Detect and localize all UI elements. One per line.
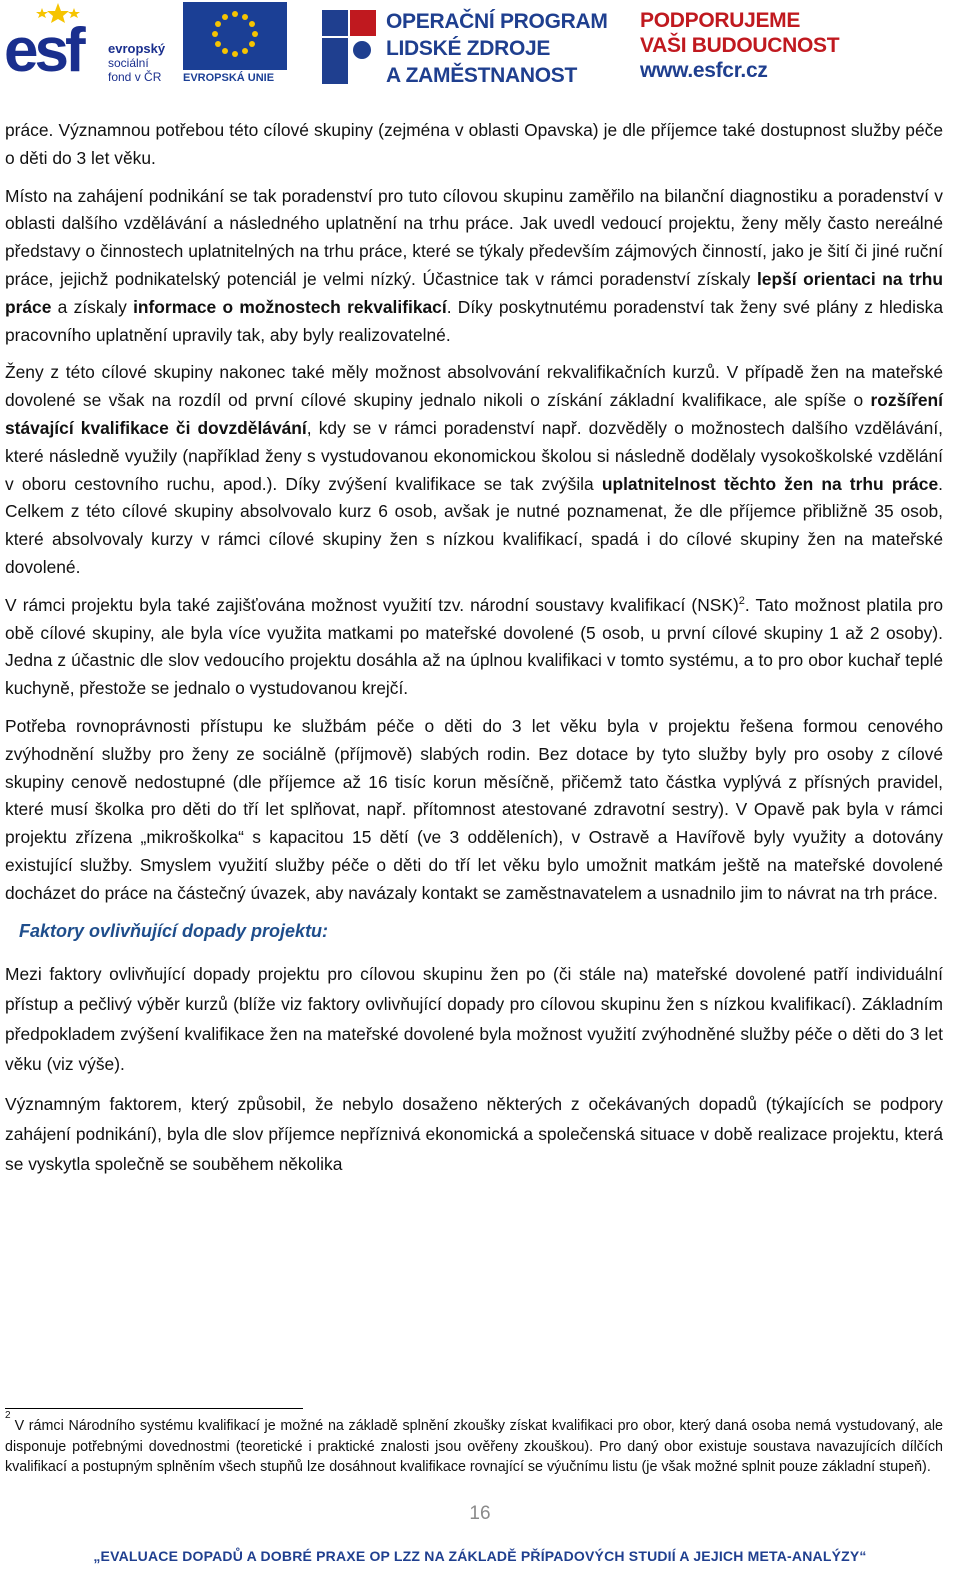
op-lzz-text bbox=[386, 8, 608, 89]
footnote-number: 2 bbox=[5, 1410, 11, 1421]
esf-logo bbox=[4, 2, 179, 88]
page-number: 16 bbox=[469, 1503, 491, 1524]
esf-line2: sociální bbox=[108, 56, 149, 70]
p4-text-b: . Tato možnost platila pro obě cílové skupiny, ale byla více využita matkami po mateřské dovolené (5 osob, u první cílové skupiny 1 až 2 osoby). Jedna z účastnic dle slov vedoucího projektu dosáhla až na úplnou kvalifikaci v tomto systému, a to pro obor kuchař teplé kuchyně, přestože se jednalo o vystudovanou krejčí. bbox=[5, 594, 943, 699]
p4-text-a: V rámci projektu byla také zajišťována možnost využití tzv. národní soustavy kvalifikací (NSK) bbox=[5, 594, 739, 615]
esf-subtitle bbox=[108, 42, 165, 84]
eu-logo bbox=[183, 2, 287, 88]
paragraph-5: Potřeba rovnoprávnosti přístupu ke službám péče o děti do 3 let věku byla v projektu řešena formou cenového zvýhodnění služby pro ženy ze sociálně (příjmově) slabých rodin. Bez dotace by tyto služby byly pro osoby z cílové skupiny cenově nedostupné (dle příjemce až 16 tisíc korun měsíčně, přičemž tato částka vyplývá z přísných pravidel, které musí školka pro děti do tří let splňovat, např. přítomnost atestované zdravotní sestry). V Opavě pak byla v rámci projektu zřízena „mikroškolka“ s kapacitou 15 dětí (ve 3 odděleních), v Ostravě a Havířově byly využity a dotovány existující služby. Smyslem využití služby péče o děti do tří let věku bylo umožnit matkám ještě na mateřské dovolené docházet do práce na částečný úvazek, aby navázaly kontakt se zaměstnavatelem a usnadnilo jim to návrat na trh práce. bbox=[5, 715, 943, 903]
p2-text-c: a získaly bbox=[51, 296, 134, 317]
slogan-line1: PODPORUJEME bbox=[640, 9, 801, 32]
footnote-2 bbox=[5, 1410, 943, 1478]
p3-bold-employability: uplatnitelnost těchto žen na trhu práce bbox=[601, 473, 939, 494]
p3-text-c: , kdy se v rámci poradenství např. dozvěděly o možnostech dalšího vzdělávání, které následně využily (například ženy s vystudovanou ekonomickou školou si následně dodělaly vysokoškolské vzdělání v oboru cestovního ruchu, apod.). Díky zvýšení kvalifikace se tak zvýšila bbox=[5, 417, 943, 494]
op-line1: OPERAČNÍ PROGRAM bbox=[386, 10, 608, 33]
esf-stars-icon bbox=[34, 2, 82, 24]
document-body bbox=[5, 117, 943, 1189]
support-slogan-logo bbox=[640, 8, 840, 88]
eu-label: EVROPSKÁ UNIE bbox=[183, 72, 275, 84]
paragraph-3 bbox=[5, 359, 943, 581]
footer-title: „EVALUACE DOPADŮ A DOBRÉ PRAXE OP LZZ NA ZÁKLADĚ PŘÍPADOVÝCH STUDIÍ A JEJICH META-ANALÝZY“ bbox=[93, 1548, 867, 1564]
p2-bold-orientation: lepší orientaci na trhu práce bbox=[5, 268, 943, 317]
paragraph-7: Významným faktorem, který způsobil, že nebylo dosaženo některých z očekávaných dopadů (týkajících se podpory zahájení podnikání), byla dle slov příjemce nepříznivá ekonomická a společenská situace v době realizace projektu, která se vyskytla společně se souběhem několika bbox=[5, 1094, 943, 1175]
paragraph-6: Mezi faktory ovlivňující dopady projektu pro cílovou skupinu žen po (či stále na) mateřské dovolené patří individuální přístup a pečlivý výběr kurzů (blíže viz faktory ovlivňující dopady pro cílovou skupinu žen s nízkou kvalifikací). Základním předpokladem zvýšení kvalifikace žen na mateřské dovolené byla možnost využití zvýhodněné služby péče o děti do 3 let věku (viz výše). bbox=[5, 964, 943, 1075]
footnote-ref-2[interactable]: 2 bbox=[738, 594, 745, 607]
support-slogan bbox=[640, 8, 840, 83]
p3-bold-extension: rozšíření stávající kvalifikace či dovzdělávání bbox=[5, 390, 943, 438]
p2-bold-information: informace o možnostech rekvalifikací bbox=[133, 296, 447, 317]
p3-text-e: . Celkem z této cílové skupiny absolvovalo kurz 6 osob, avšak je nutné poznamenat, že dle příjemce přibližně 35 osob, které absolvovaly kurzy v rámci cílové skupiny žen s nízkou kvalifikací, spadá i do cílové skupiny žen na mateřské dovolené. bbox=[5, 473, 943, 577]
esf-logo-letters: esf bbox=[4, 16, 82, 85]
op-line3: A ZAMĚSTNANOST bbox=[386, 64, 578, 87]
eu-flag-icon bbox=[183, 2, 287, 70]
paragraph-2 bbox=[5, 183, 943, 350]
p2-text-a: Místo na zahájení podnikání se tak poradenství pro tuto cílovou skupinu zaměřilo na bilanční diagnostiku a poradenství v oblasti dalšího vzdělávání a následného uplatnění na trhu práce. Jak uvedl vedoucí projektu, ženy měly často nereálné představy o činnostech uplatnitelných na trhu práce, které se týkaly především zájmových činností, jako je šití či jiné ruční práce, jejichž podnikatelský potenciál je velmi nízký. Účastnice tak v rámci poradenství získaly bbox=[5, 185, 943, 289]
paragraph-4 bbox=[5, 592, 943, 703]
footnote-separator bbox=[5, 1408, 303, 1409]
paragraph-1: práce. Významnou potřebou této cílové skupiny (zejména v oblasti Opavska) je dle příjemce také dostupnost služby péče o děti do 3 let věku. bbox=[5, 120, 943, 168]
esf-line3: fond v ČR bbox=[108, 70, 162, 84]
op-line2: LIDSKÉ ZDROJE bbox=[386, 37, 551, 60]
page-header bbox=[0, 0, 960, 96]
op-lzz-logo bbox=[318, 2, 618, 88]
puzzle-icon bbox=[318, 6, 380, 88]
footnote-text: V rámci Národního systému kvalifikací je možné na základě splnění zkoušky získat kvalifikaci pro obor, který daná osoba nemá vystudovaný, ale disponuje potřebnými dovednostmi (teoretické i praktické znalosti jsou ověřeny zkouškou). Pro daný obor existuje soustava navazujících dílčích kvalifikací a postupným splněním všech stupňů lze dosáhnout kvalifikace rovnající se výučnímu listu (je však možné splnit pouze základní stupeň). bbox=[5, 1418, 943, 1475]
esf-url-link[interactable]: www.esfcr.cz bbox=[640, 59, 768, 82]
p3-text-a: Ženy z této cílové skupiny nakonec také měly možnost absolvování rekvalifikačních kurzů. V případě žen na mateřské dovolené se však na rozdíl od první cílové skupiny jednalo nikoli o získání základní kvalifikace, ale spíše o bbox=[5, 362, 943, 411]
p2-text-e: . Díky poskytnutému poradenství tak ženy své plány z hlediska pracovního uplatnění upravily tak, aby byly realizovatelné. bbox=[5, 296, 944, 345]
section-heading: Faktory ovlivňující dopady projektu: bbox=[19, 920, 329, 941]
esf-line1: evropský bbox=[108, 41, 166, 56]
slogan-line2: VAŠI BUDOUCNOST bbox=[640, 34, 840, 57]
